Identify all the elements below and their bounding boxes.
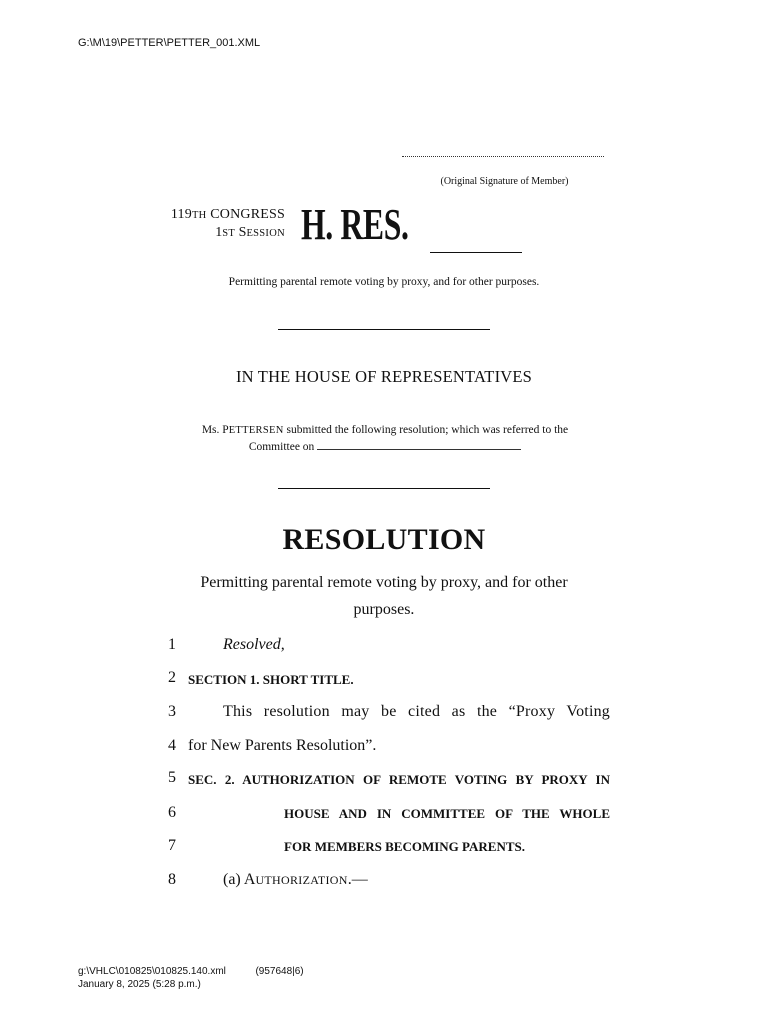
line-number: 7 xyxy=(168,837,176,854)
line-number: 8 xyxy=(168,871,176,888)
subsection-a-heading: (a) AUTHORIZATION.— xyxy=(223,871,368,888)
footer-date: January 8, 2025 (5:28 p.m.) xyxy=(78,979,201,990)
committee-blank xyxy=(317,439,521,450)
file-path: G:\M\19\PETTER\PETTER_001.XML xyxy=(78,37,261,49)
signature-line xyxy=(402,156,604,157)
short-title-text-line-2: for New Parents Resolution”. xyxy=(188,737,377,754)
resolved-clause: Resolved, xyxy=(223,636,285,653)
footer-path: g:\VHLC\010825\010825.140.xml xyxy=(78,966,226,977)
long-title xyxy=(150,569,618,623)
line-number: 6 xyxy=(168,804,176,821)
referral-paragraph xyxy=(160,422,610,456)
committee-label: Committee on xyxy=(248,441,315,453)
line-number: 2 xyxy=(168,669,176,686)
bill-designation: H. RES. xyxy=(301,200,409,249)
line-number: 4 xyxy=(168,737,176,754)
line-number: 1 xyxy=(168,636,176,653)
short-title-text-line-1: This resolution may be cited as the “Proxy Voting xyxy=(223,703,610,720)
line-number: 3 xyxy=(168,703,176,720)
bill-number-blank xyxy=(430,252,522,253)
divider-rule xyxy=(278,488,490,489)
session-number: 1ST SESSION xyxy=(215,225,285,240)
section-1-heading: SECTION 1. SHORT TITLE. xyxy=(188,672,354,687)
long-title-line-1: Permitting parental remote voting by proxy, and for other xyxy=(200,574,568,591)
long-title-line-2: purposes. xyxy=(353,601,415,618)
referral-text: submitted the following resolution; which was referred to the xyxy=(286,424,569,436)
congress-session-block xyxy=(152,206,285,242)
sponsor-name: Ms. PETTERSEN xyxy=(201,424,284,436)
footer-metadata xyxy=(78,965,304,991)
section-2-heading-line-3: FOR MEMBERS BECOMING PARENTS. xyxy=(284,839,525,854)
congress-number: 119TH CONGRESS xyxy=(170,207,285,222)
line-number: 5 xyxy=(168,769,176,786)
caption-title: Permitting parental remote voting by proxy, and for other purposes. xyxy=(228,276,540,288)
signature-caption: (Original Signature of Member) xyxy=(440,176,569,187)
footer-code: (957648|6) xyxy=(255,966,304,977)
section-2-heading-line-1: SEC. 2. AUTHORIZATION OF REMOTE VOTING BY PROXY IN xyxy=(188,772,610,787)
document-type-heading: RESOLUTION xyxy=(282,523,486,556)
section-2-heading-line-2: HOUSE AND IN COMMITTEE OF THE WHOLE xyxy=(284,806,610,821)
chamber-heading: IN THE HOUSE OF REPRESENTATIVES xyxy=(235,367,533,386)
divider-rule xyxy=(278,329,490,330)
